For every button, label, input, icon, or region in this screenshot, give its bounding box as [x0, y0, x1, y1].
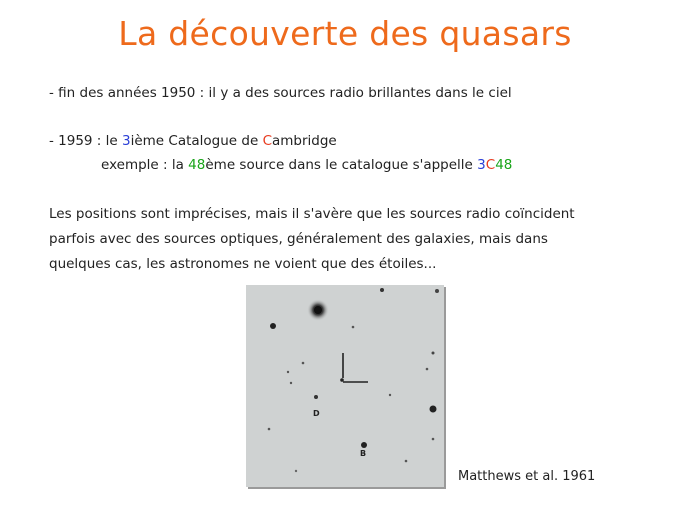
bullet2-text: - 1959 : le — [49, 133, 122, 149]
star — [270, 323, 276, 329]
bullet2-text: ième Catalogue de — [130, 133, 263, 149]
sky-photograph — [246, 285, 444, 487]
star — [430, 406, 437, 413]
star — [432, 438, 435, 441]
star — [302, 362, 305, 365]
highlight-48: 48 — [495, 157, 513, 173]
star — [295, 470, 297, 472]
bullet-3c-catalogue — [49, 133, 337, 149]
star — [426, 368, 429, 371]
example-text: exemple : la — [101, 157, 189, 173]
slide-title: La découverte des quasars — [118, 14, 572, 53]
highlight-3: 3 — [122, 133, 131, 149]
label-b: B — [360, 449, 367, 458]
star — [290, 382, 292, 384]
star — [287, 371, 289, 373]
star — [314, 395, 318, 399]
star — [389, 394, 391, 396]
paragraph-line-2: parfois avec des sources optiques, généralement des galaxies, mais dans — [49, 231, 548, 247]
star-field-image — [246, 285, 444, 487]
photo-credit: Matthews et al. 1961 — [458, 469, 596, 484]
bullet-radio-sources: - fin des années 1950 : il y a des sources radio brillantes dans le ciel — [49, 85, 512, 101]
bullet2-text: ambridge — [272, 133, 337, 149]
star — [405, 460, 408, 463]
paragraph-line-3: quelques cas, les astronomes ne voient que des étoiles... — [49, 256, 437, 272]
paragraph-line-1: Les positions sont imprécises, mais il s'avère que les sources radio coïncident — [49, 206, 575, 222]
highlight-c: C — [485, 157, 496, 173]
star — [361, 442, 367, 448]
example-text: ème source dans le catalogue s'appelle — [205, 157, 478, 173]
star — [432, 352, 435, 355]
example-3c48 — [101, 157, 512, 173]
highlight-48: 48 — [188, 157, 206, 173]
label-d: D — [313, 409, 320, 418]
star — [268, 428, 271, 431]
star — [352, 326, 355, 329]
star — [380, 288, 384, 292]
highlight-c: C — [262, 133, 272, 149]
star — [435, 289, 439, 293]
quasar-3c48 — [340, 378, 344, 382]
highlight-3: 3 — [477, 157, 486, 173]
